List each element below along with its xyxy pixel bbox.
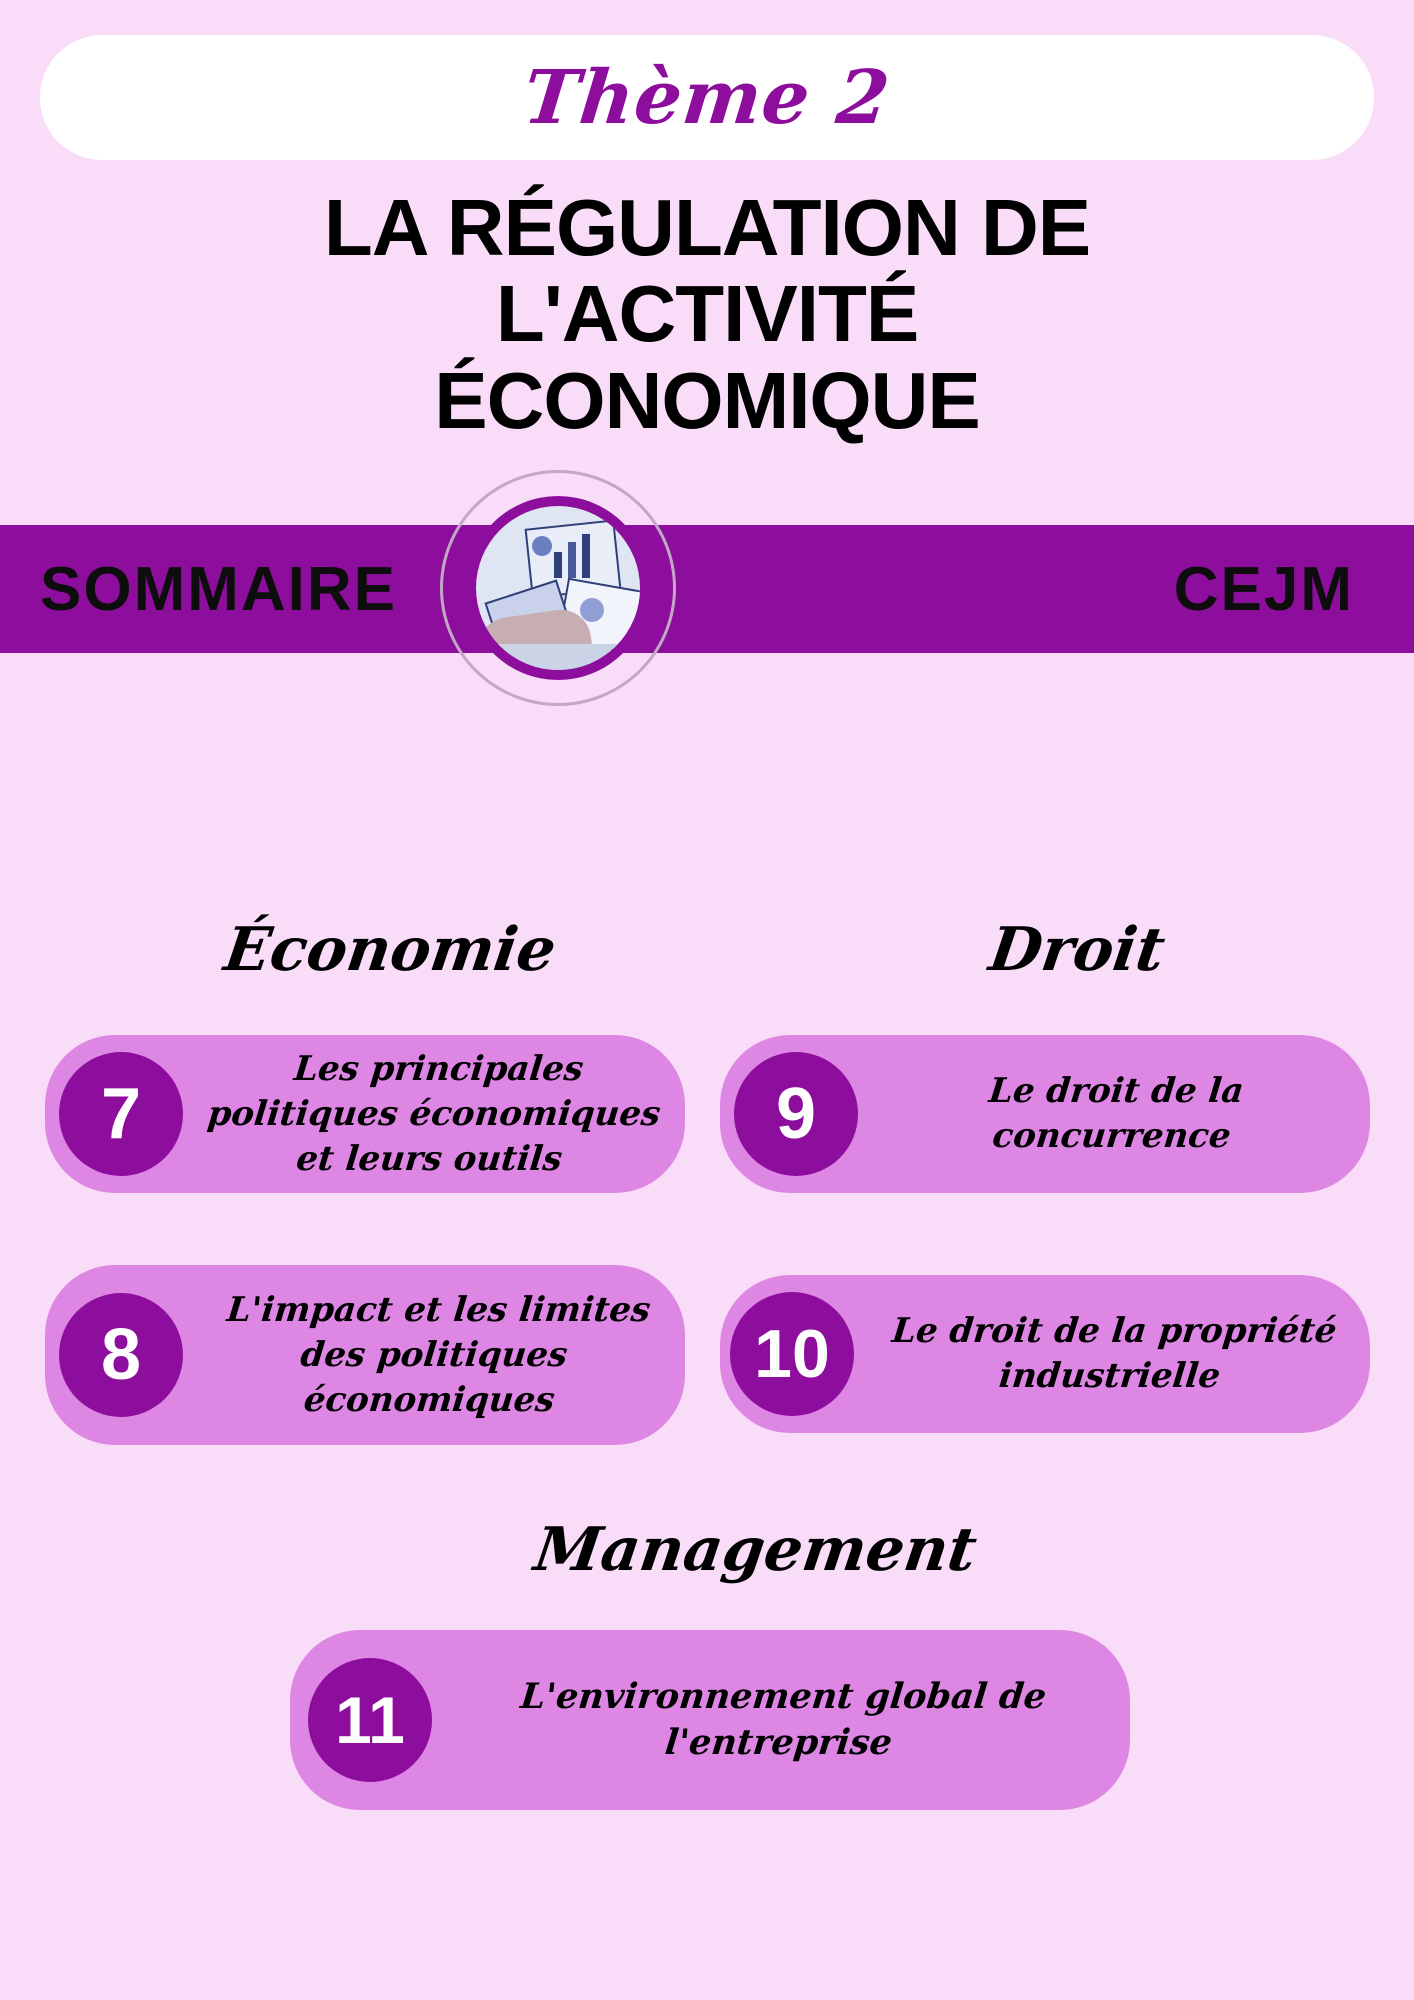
chapter-item-7[interactable] bbox=[45, 1035, 685, 1193]
desk-shape bbox=[476, 644, 640, 670]
page-title-line-3: ÉCONOMIQUE bbox=[434, 355, 980, 445]
pie-chart-shape bbox=[580, 598, 604, 622]
chapter-item-11[interactable] bbox=[290, 1630, 1130, 1810]
band-label-cejm: CEJM bbox=[1173, 554, 1354, 624]
chapter-number-badge: 10 bbox=[730, 1292, 854, 1416]
section-heading-economie: Économie bbox=[220, 915, 561, 985]
chapter-number-badge: 7 bbox=[59, 1052, 183, 1176]
chapter-item-9[interactable] bbox=[720, 1035, 1370, 1193]
chapter-item-10[interactable] bbox=[720, 1275, 1370, 1433]
chapter-title: L'impact et les limites des politiques économiques bbox=[225, 1289, 653, 1420]
chapter-title: Le droit de la propriété industrielle bbox=[890, 1311, 1339, 1396]
page-title bbox=[0, 185, 1414, 444]
page-title-line-2: L'ACTIVITÉ bbox=[495, 269, 919, 359]
chapter-number-badge: 8 bbox=[59, 1293, 183, 1417]
chapter-number-badge: 11 bbox=[308, 1658, 432, 1782]
page-title-line-1: LA RÉGULATION DE bbox=[323, 183, 1091, 272]
business-documents-photo-icon bbox=[476, 506, 640, 670]
chapter-title: Les principales politiques économiques et leurs outils bbox=[205, 1048, 663, 1179]
emblem-circle bbox=[466, 496, 650, 680]
chapter-item-8[interactable] bbox=[45, 1265, 685, 1445]
bar-chart-bar bbox=[554, 552, 562, 578]
pie-chart-shape bbox=[532, 536, 552, 556]
band-label-sommaire: SOMMAIRE bbox=[40, 554, 397, 624]
bar-chart-bar bbox=[582, 534, 590, 578]
chapter-title: Le droit de la concurrence bbox=[987, 1071, 1246, 1156]
section-heading-droit: Droit bbox=[985, 915, 1170, 985]
chapter-title: L'environnement global de l'entreprise bbox=[518, 1675, 1049, 1763]
theme-label: Thème 2 bbox=[519, 54, 895, 141]
section-heading-management: Management bbox=[530, 1515, 981, 1585]
chapter-number-badge: 9 bbox=[734, 1052, 858, 1176]
theme-card bbox=[40, 35, 1374, 160]
bar-chart-bar bbox=[568, 542, 576, 578]
